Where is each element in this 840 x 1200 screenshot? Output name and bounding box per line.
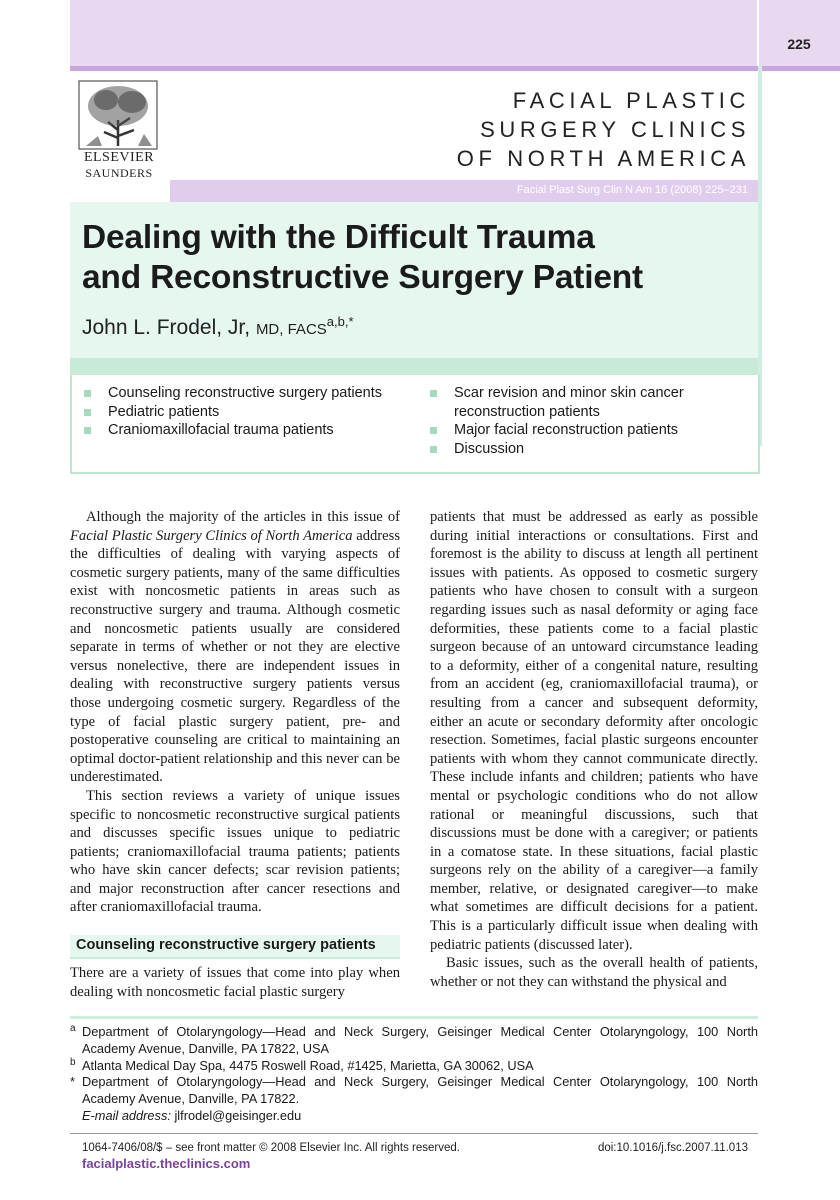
journal-name-line: FACIAL PLASTIC — [512, 88, 750, 113]
body-column-right — [430, 508, 758, 991]
footnote-b: b Atlanta Medical Day Spa, 4475 Roswell Road, #1425, Marietta, GA 30062, USA — [70, 1056, 534, 1073]
journal-name — [457, 86, 750, 173]
article-title — [82, 218, 752, 298]
email-address[interactable]: jlfrodel@geisinger.edu — [174, 1107, 302, 1123]
bullet-icon — [430, 390, 437, 397]
body-paragraph: Although the majority of the articles in this issue of Facial Plastic Surgery Clinics of North America address the difficulties of dealing with varying aspects of cosmetic surgery patients, many of the same difficulties exist with noncosmetic patients in areas such as reconstructive surgery and trauma. Although cosmetic and noncosmetic patients usually are considered separate in terms of whether or not they are elective versus nonelective, there are independent issues in dealing with reconstructive surgery patients versus those undergoing cosmetic surgery. Regardless of the type of facial plastic surgery patient, pre- and postoperative counseling are critical to maintaining an optimal doctor-patient relationship and this never can be underestimated. — [70, 509, 400, 786]
footnote-a: a Department of Otolaryngology—Head and Neck Surgery, Geisinger Medical Center Otolaryngology, 100 North Academy Avenue, Danville, PA 17822, USA — [70, 1023, 758, 1056]
bullet-icon — [84, 409, 91, 416]
footnote-rule — [70, 1016, 758, 1019]
bullet-icon — [430, 446, 437, 453]
journal-name-line: SURGERY CLINICS — [480, 117, 750, 142]
journal-reference: Facial Plastic Surgery Clinics of North America — [70, 527, 353, 544]
publisher-name: ELSEVIER — [83, 150, 155, 165]
outline-item: Scar revision and minor skin cancer reconstruction patients — [430, 384, 720, 421]
issn-line: 1064-7406/08/$ – see front matter © 2008 Elsevier Inc. All rights reserved. — [82, 1142, 460, 1154]
bullet-icon — [84, 390, 91, 397]
title-line: Dealing with the Difficult Trauma — [82, 219, 595, 256]
body-column-left-lower — [70, 964, 400, 1001]
header-rule — [70, 66, 840, 71]
outline-item: Discussion — [430, 440, 720, 459]
outline-item: Craniomaxillofacial trauma patients — [84, 421, 382, 440]
outline-left-column — [84, 384, 382, 440]
author-affiliation-marks: a,b,* — [326, 314, 354, 329]
body-paragraph: Basic issues, such as the overall health of patients, whether or not they can withstand the physical and — [430, 955, 758, 990]
bullet-icon — [84, 427, 91, 434]
author-degrees: MD, FACS — [255, 321, 327, 338]
body-column-left — [70, 508, 400, 917]
footer-rule — [70, 1133, 758, 1134]
body-paragraph: patients that must be addressed as early as possible during initial interactions or consultations. First and foremost is the ability to discuss at length all pertinent issues with patients. As opposed to cosmetic surgery patients who have chosen to consult with a surgeon regarding issues such as nasal deformity or aging face deformities, these patients come to a facial plastic surgeon because of an untoward circumstance leading to a deformity, either of a congenital nature, resulting from an accident (eg, craniomaxillofacial trauma), or resulting from a cancer and subsequent deformity, either an acute or secondary deformity after oncologic resection. Sometimes, facial plastic surgeons encounter patients with whom they cannot communicate directly. These include infants and children; patients who have mental or psychologic conditions who do not allow rational or meaningful discussions, such that discussions must be done with a caregiver; or patients in a comatose state. In these situations, facial plastic surgeons rely on the ability of a caregiver—a family member, relative, or designated caregiver—to make what sometimes are difficult decisions for a patient. This is a particularly difficult issue when dealing with pediatric patients (discussed later). — [430, 509, 758, 953]
author-name: John L. Frodel, Jr, — [82, 316, 251, 339]
email-line: E-mail address: jlfrodel@geisinger.edu — [82, 1107, 302, 1123]
header-divider — [757, 0, 759, 66]
section-heading: Counseling reconstructive surgery patients — [76, 937, 376, 953]
footnotes — [70, 1024, 758, 1125]
outline-item: Pediatric patients — [84, 403, 382, 422]
page-number: 225 — [787, 36, 811, 52]
bullet-icon — [430, 427, 437, 434]
journal-website-link[interactable]: facialplastic.theclinics.com — [82, 1156, 251, 1171]
outline-right-column — [430, 384, 720, 458]
author-line — [82, 314, 354, 340]
body-paragraph: There are a variety of issues that come into play when dealing with noncosmetic facial plastic surgery — [70, 965, 400, 1000]
footnote-corresponding: * Department of Otolaryngology—Head and Neck Surgery, Geisinger Medical Center Otolaryngology, 100 North Academy Avenue, Danville, PA 17822. — [70, 1074, 758, 1107]
publisher-imprint: SAUNDERS — [85, 166, 153, 180]
title-rule — [70, 358, 758, 375]
page-number-box — [758, 0, 840, 66]
elsevier-logo — [78, 80, 160, 180]
outline-item: Counseling reconstructive surgery patients — [84, 384, 382, 403]
header-band — [70, 0, 758, 66]
journal-name-line: OF NORTH AMERICA — [456, 146, 750, 171]
body-paragraph: This section reviews a variety of unique issues specific to noncosmetic reconstructive surgical patients and discusses specific issues unique to pediatric patients; craniomaxillofacial trauma patients; patients who have skin cancer defects; scar revision patients; and major reconstruction after cancer resections and after craniomaxillofacial trauma. — [70, 787, 400, 916]
doi: doi:10.1016/j.fsc.2007.11.013 — [597, 1142, 748, 1154]
title-line: and Reconstructive Surgery Patient — [82, 259, 643, 296]
outline-item: Major facial reconstruction patients — [430, 421, 720, 440]
citation: Facial Plast Surg Clin N Am 16 (2008) 225–231 — [516, 184, 748, 196]
elsevier-tree-icon — [78, 80, 158, 150]
